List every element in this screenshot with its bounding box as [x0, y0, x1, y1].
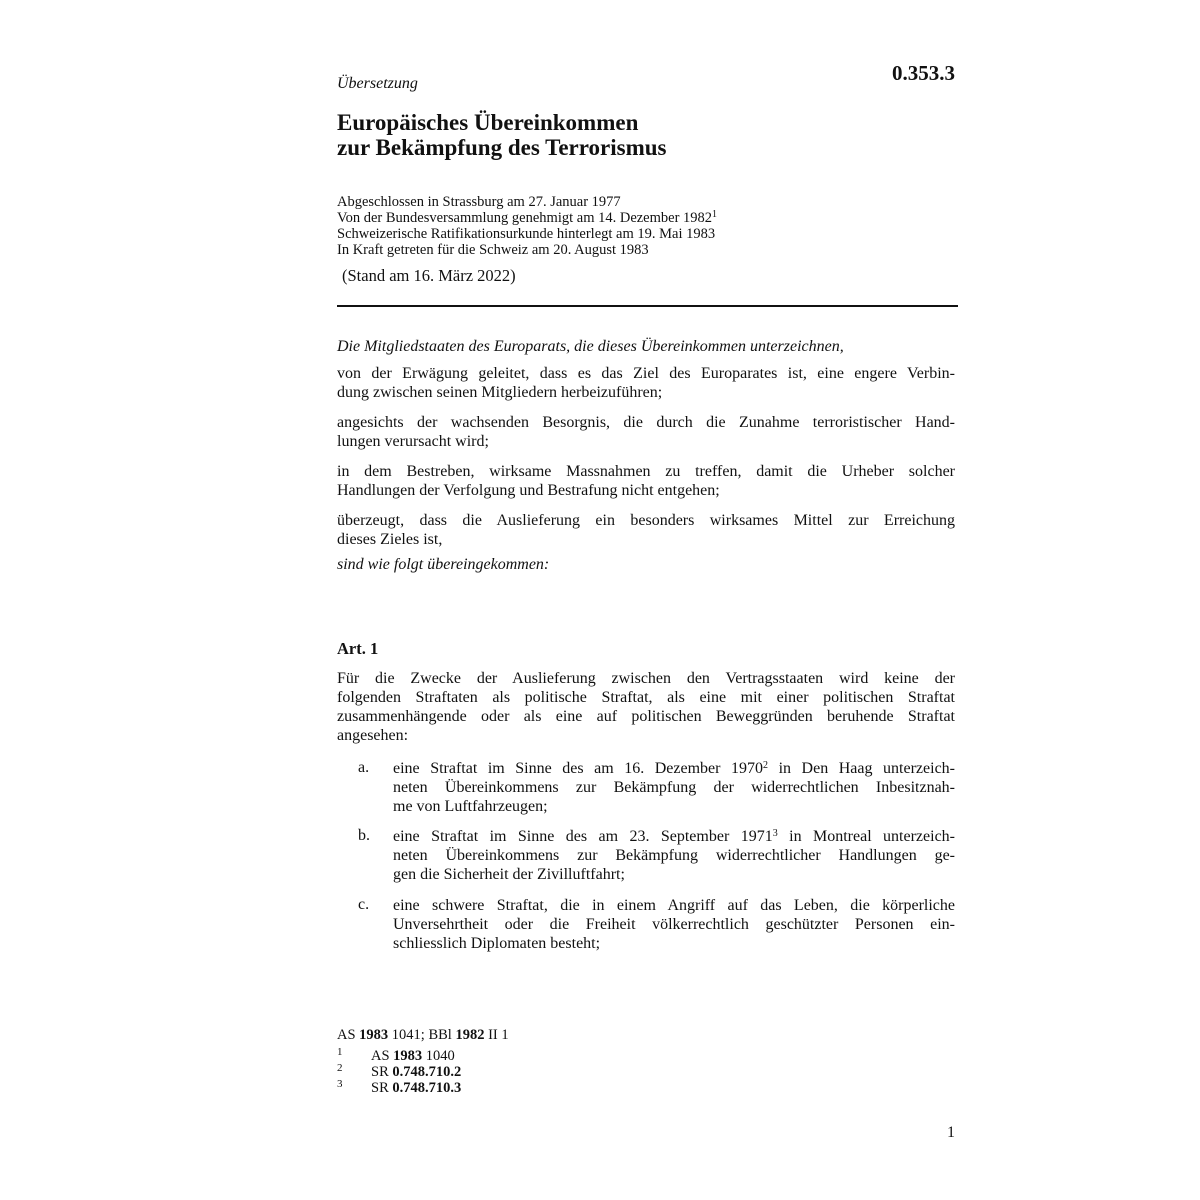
text-segment: AS: [337, 1027, 360, 1043]
header-divider: [337, 305, 958, 307]
approval-text: Von der Bundesversammlung genehmigt am 14. Dezember 1982: [337, 210, 713, 226]
title-line-2: zur Bekämpfung des Terrorismus: [337, 135, 667, 160]
text-segment: eine Straftat im Sinne des am 16. Dezember 1970: [393, 760, 764, 777]
footnote-ref-1[interactable]: 1: [712, 209, 718, 220]
text-line: Für die Zwecke der Auslieferung zwischen den Vertragsstaaten wird keine der: [337, 670, 955, 687]
text-segment: 1982: [455, 1027, 485, 1043]
document-metadata: [337, 194, 717, 258]
text-line: dung zwischen seinen Mitgliedern herbeizuführen;: [337, 384, 663, 401]
text-segment: AS: [371, 1048, 394, 1064]
footnote-ref-3[interactable]: 3: [772, 828, 778, 839]
text-segment: II 1: [484, 1027, 509, 1043]
list-item: [393, 896, 955, 953]
text-line: [393, 827, 955, 846]
text-segment: SR: [371, 1080, 393, 1096]
approval-date: [337, 210, 717, 226]
text-line: dieses Zieles ist,: [337, 531, 443, 548]
text-segment: in Montreal unterzeich-: [777, 828, 956, 845]
source-reference: [337, 1027, 509, 1044]
translation-label: Übersetzung: [337, 75, 418, 92]
text-line: zusammenhängende oder als eine auf politischen Beweggründen beruhende Straftat: [337, 708, 955, 725]
footnote: [371, 1080, 461, 1097]
title-line-1: Europäisches Übereinkommen: [337, 110, 639, 135]
text-line: eine schwere Straftat, die in einem Angriff auf das Leben, die körperliche: [393, 897, 955, 914]
text-line: angesehen:: [337, 727, 409, 744]
text-line: neten Übereinkommens zur Bekämpfung widerrechtlicher Handlungen ge-: [393, 847, 955, 864]
concluded-date: Abgeschlossen in Strassburg am 27. Januar 1977: [337, 194, 621, 210]
list-item: [393, 759, 955, 816]
text-line: Unversehrtheit oder die Freiheit völkerrechtlich geschützter Personen ein-: [393, 916, 955, 933]
list-item: [393, 827, 955, 884]
preamble-paragraph-3: [337, 462, 955, 500]
footnote: [371, 1048, 455, 1065]
preamble-intro: Die Mitgliedstaaten des Europarats, die dieses Übereinkommen unterzeichnen,: [337, 338, 844, 355]
in-force-date: In Kraft getreten für die Schweiz am 20. August 1983: [337, 242, 649, 258]
text-line: von der Erwägung geleitet, dass es das Ziel des Europarates ist, eine engere Verbin-: [337, 365, 955, 382]
list-item-letter: c.: [358, 896, 370, 913]
list-item-letter: a.: [358, 759, 370, 776]
footnote-number: 2: [337, 1062, 343, 1074]
status-date: (Stand am 16. März 2022): [342, 266, 516, 285]
text-segment: 1040: [422, 1048, 455, 1064]
text-line: lungen verursacht wird;: [337, 433, 489, 450]
preamble-paragraph-2: [337, 413, 955, 451]
text-line: in dem Bestreben, wirksame Massnahmen zu treffen, damit die Urheber solcher: [337, 463, 955, 480]
footnote-ref-2[interactable]: 2: [763, 760, 769, 771]
preamble-closing: sind wie folgt übereingekommen:: [337, 556, 550, 573]
preamble-paragraph-4: [337, 511, 955, 549]
footnote-number: 3: [337, 1078, 343, 1090]
text-line: Handlungen der Verfolgung und Bestrafung nicht entgehen;: [337, 482, 720, 499]
footnote-number: 1: [337, 1046, 343, 1058]
footnote: [371, 1064, 461, 1081]
list-item-letter: b.: [358, 827, 370, 844]
text-segment: 0.748.710.3: [392, 1080, 462, 1096]
page-number: 1: [947, 1124, 955, 1141]
text-line: folgenden Straftaten als politische Straftat, als eine mit einer politischen Straftat: [337, 689, 955, 706]
document-number: 0.353.3: [892, 61, 955, 85]
text-segment: SR: [371, 1064, 393, 1080]
text-line: neten Übereinkommens zur Bekämpfung der widerrechtlichen Inbesitznah-: [393, 779, 955, 796]
text-line: überzeugt, dass die Auslieferung ein besonders wirksames Mittel zur Erreichung: [337, 512, 955, 529]
text-line: me von Luftfahrzeugen;: [393, 798, 548, 815]
text-segment: in Den Haag unterzeich-: [768, 760, 956, 777]
document-title: [337, 110, 667, 160]
text-line: [393, 759, 955, 778]
preamble-paragraph-1: [337, 364, 955, 402]
article-heading: Art. 1: [337, 639, 379, 658]
article-intro: [337, 669, 955, 745]
text-line: gen die Sicherheit der Zivilluftfahrt;: [393, 866, 625, 883]
text-line: angesichts der wachsenden Besorgnis, die durch die Zunahme terroristischer Hand-: [337, 414, 955, 431]
text-line: schliesslich Diplomaten besteht;: [393, 935, 601, 952]
text-segment: 0.748.710.2: [392, 1064, 462, 1080]
text-segment: 1983: [359, 1027, 389, 1043]
text-segment: 1983: [393, 1048, 423, 1064]
text-segment: 1041; BBl: [388, 1027, 456, 1043]
ratification-date: Schweizerische Ratifikationsurkunde hinterlegt am 19. Mai 1983: [337, 226, 716, 242]
text-segment: eine Straftat im Sinne des am 23. September 1971: [393, 828, 773, 845]
